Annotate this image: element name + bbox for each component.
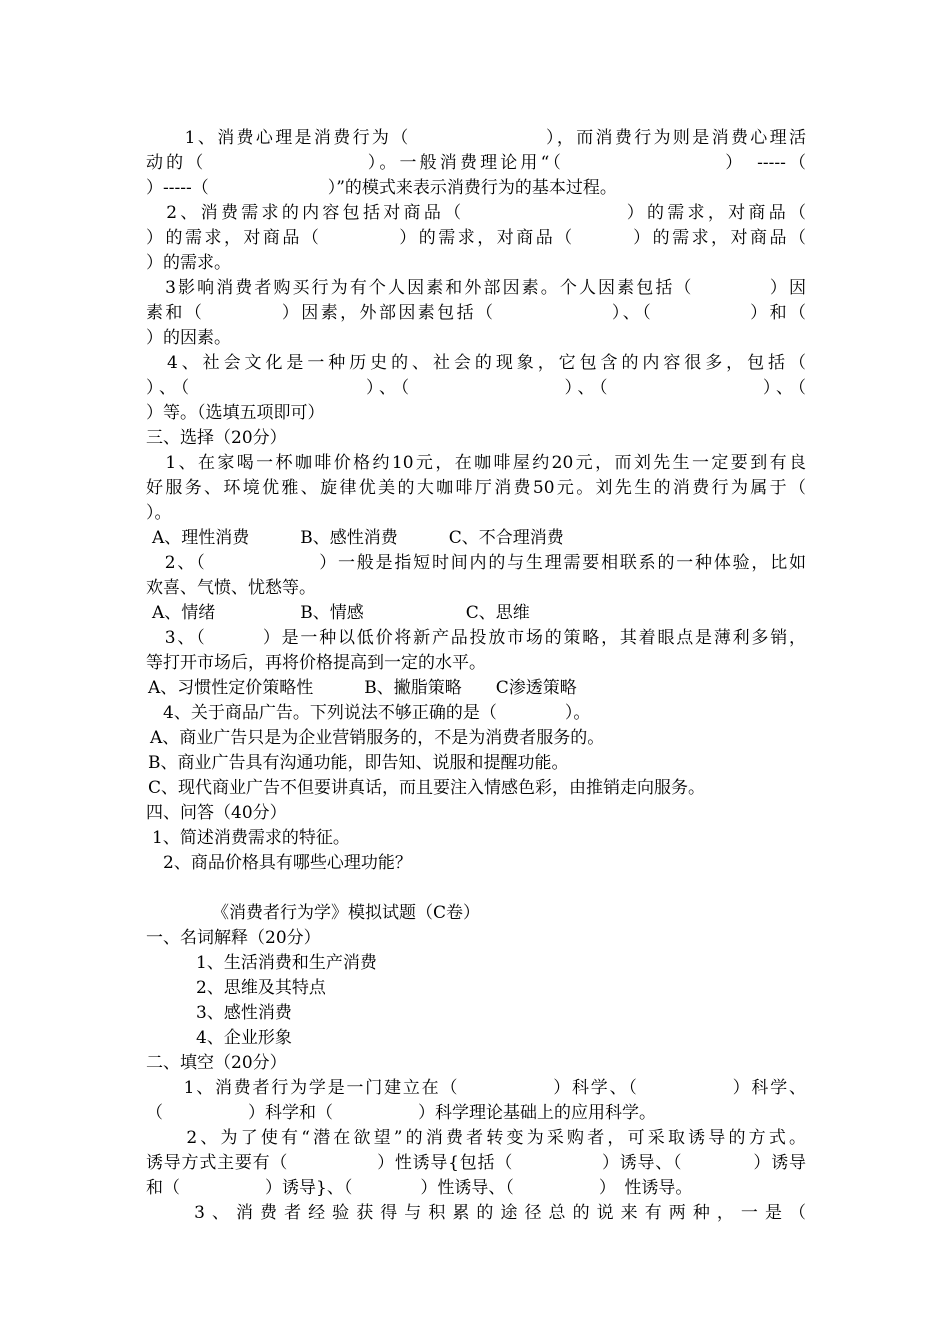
text-line: 1、简述消费需求的特征。 [152, 828, 350, 848]
text-line: 2、思维及其特点 [196, 978, 326, 998]
text-line: A、情绪 B、情感 C、思维 [152, 603, 530, 623]
text-line: 3影响消费者购买行为有个人因素和外部因素。个人因素包括（ ）因 [146, 278, 806, 298]
text-line: 3、消费者经验获得与积累的途径总的说来有两种，一是（ [146, 1203, 806, 1223]
text-line: ）-----（ ）”的模式来表示消费行为的基本过程。 [146, 178, 617, 198]
text-line: 2、为了使有“潜在欲望”的消费者转变为采购者，可采取诱导的方式。 [146, 1128, 806, 1148]
text-line: 3、感性消费 [196, 1003, 292, 1023]
text-line: 好服务、环境优雅、旋律优美的大咖啡厅消费50元。刘先生的消费行为属于（ [146, 478, 806, 498]
text-line: 1、消费者行为学是一门建立在（ ）科学、（ ）科学、 [146, 1078, 806, 1098]
text-line: ）的需求。 [146, 253, 231, 273]
text-line: 欢喜、气愤、忧愁等。 [146, 578, 316, 598]
text-line: C、现代商业广告不但要讲真话，而且要注入情感色彩，由推销走向服务。 [148, 778, 706, 798]
text-line: 1、消费心理是消费行为（ ），而消费行为则是消费心理活 [146, 128, 806, 148]
text-line: 2、商品价格具有哪些心理功能？ [146, 853, 412, 873]
text-line: 动的（ ）。一般消费理论用“（ ） -----（ [146, 153, 806, 173]
text-line: 二、填空（20分） [146, 1053, 287, 1073]
text-line: 一、名词解释（20分） [146, 928, 321, 948]
text-line: A、习惯性定价策略性 B、撇脂策略 C渗透策略 [148, 678, 577, 698]
text-line: 1、在家喝一杯咖啡价格约10元，在咖啡屋约20元，而刘先生一定要到有良 [146, 453, 806, 473]
text-line: 4、企业形象 [196, 1028, 292, 1048]
text-line: 2、（ ）一般是指短时间内的与生理需要相联系的一种体验，比如 [146, 553, 806, 573]
text-line: ）、（ ）、（ ）、（ ）、（ [146, 378, 806, 398]
text-line: 《消费者行为学》模拟试题（C卷） [212, 903, 481, 923]
text-line: 3、（ ）是一种以低价将新产品投放市场的策略，其着眼点是薄利多销， [146, 628, 806, 648]
text-line: B、商业广告具有沟通功能，即告知、说服和提醒功能。 [148, 753, 569, 773]
text-line: 4、社会文化是一种历史的、社会的现象，它包含的内容很多，包括（ [146, 353, 806, 373]
text-line: A、理性消费 B、感性消费 C、不合理消费 [152, 528, 564, 548]
text-line: 4、关于商品广告。下列说法不够正确的是（ ）。 [146, 703, 591, 723]
text-line: 诱导方式主要有（ ）性诱导{包括（ ）诱导、（ ）诱导 [146, 1153, 806, 1173]
text-line: 等打开市场后，再将价格提高到一定的水平。 [146, 653, 486, 673]
text-line: 四、问答（40分） [146, 803, 287, 823]
text-line: ）的因素。 [146, 328, 231, 348]
text-line: 1、生活消费和生产消费 [196, 953, 377, 973]
text-line: ）的需求，对商品（ ）的需求，对商品（ ）的需求，对商品（ [146, 228, 806, 248]
text-line: ）等。（选填五项即可） [146, 403, 325, 423]
text-line: （ ）科学和（ ）科学理论基础上的应用科学。 [146, 1103, 656, 1123]
text-line: 三、选择（20分） [146, 428, 287, 448]
text-line: ）。 [146, 503, 172, 523]
text-line: 2、消费需求的内容包括对商品（ ）的需求，对商品（ [146, 203, 806, 223]
text-line: 和（ ）诱导}、（ ）性诱导、（ ） 性诱导。 [146, 1178, 693, 1198]
text-line: A、商业广告只是为企业营销服务的，不是为消费者服务的。 [150, 728, 605, 748]
text-line: 素和（ ）因素，外部因素包括（ ）、（ ）和（ [146, 303, 806, 323]
